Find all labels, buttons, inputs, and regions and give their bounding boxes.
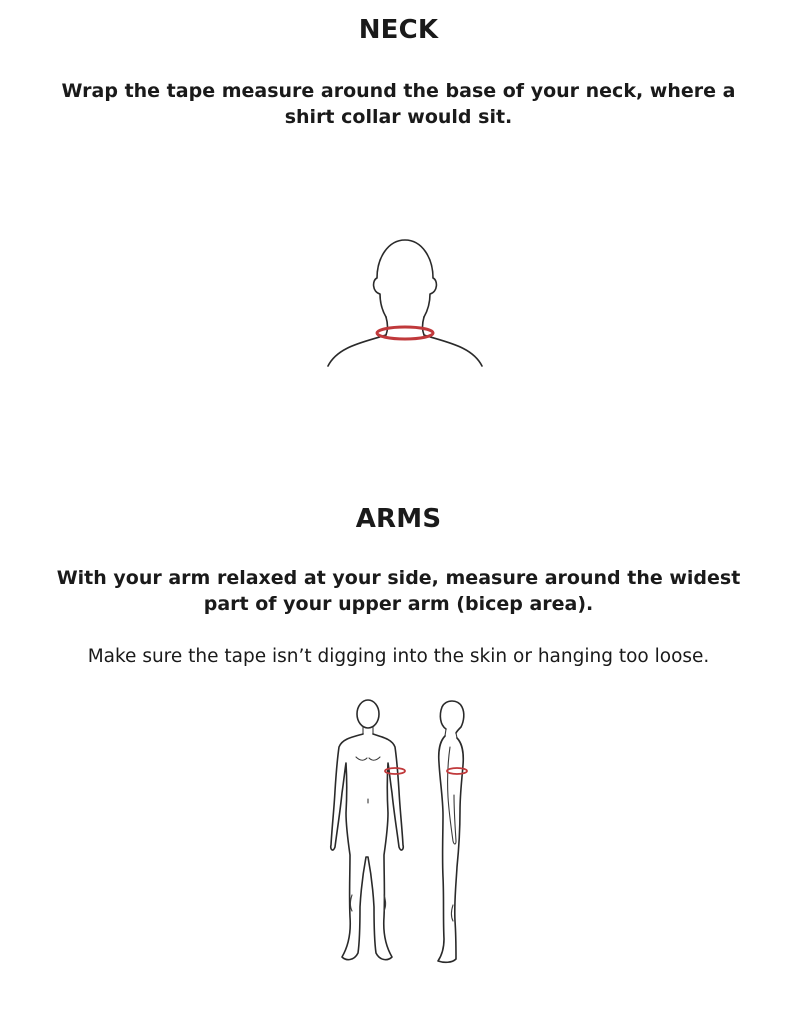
arm-measurement-icon [322,695,492,970]
arms-instruction: With your arm relaxed at your side, measure around the widest part of your upper arm (bicep area). [56,567,741,615]
front-body-figure [331,700,405,960]
neck-section-title: NECK [358,15,439,45]
arms-note: Make sure the tape isn’t digging into the skin or hanging too loose. [87,646,710,667]
arms-section-title: ARMS [355,504,442,534]
side-body-figure [438,701,467,962]
neck-measurement-icon [320,232,490,372]
neck-instruction: Wrap the tape measure around the base of your neck, where a shirt collar would sit. [61,80,736,128]
